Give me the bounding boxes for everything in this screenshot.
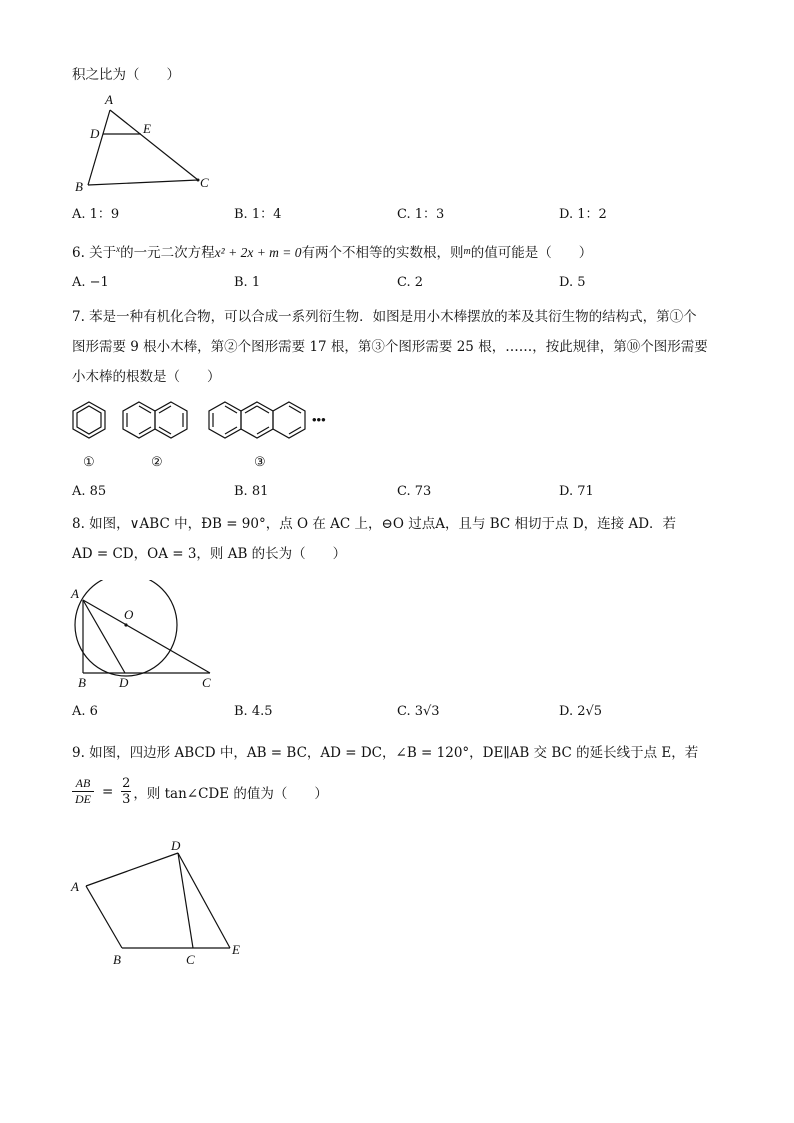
q8-option-b[interactable]: B. 4.5 (234, 704, 273, 719)
q7-label-1: ① (83, 454, 95, 469)
q9-fraction-two-thirds: 2 3 (122, 776, 131, 807)
q8-label-c: C (202, 675, 211, 690)
q7-stem-line1: 7. 苯是一种有机化合物，可以合成一系列衍生物．如图是用小木棒摆放的苯及其衍生物的结构式，第①个 (72, 309, 697, 325)
q7-label-3: ③ (254, 454, 266, 469)
q9-label-b: B (113, 952, 121, 967)
q6-equation: x² + 2x + m = 0 (214, 245, 302, 260)
q8-option-a[interactable]: A. 6 (72, 704, 98, 719)
q7-option-d[interactable]: D. 71 (559, 484, 594, 499)
q5-option-b[interactable]: B. 1：4 (234, 207, 282, 222)
q9-label-d: D (171, 838, 181, 853)
q5-label-c: C (200, 175, 209, 190)
q6-stem: 6. 关于$^x$的一元二次方程x² + 2x + m = 0有两个不相等的实数根，则$^m$的值可能是（ ） (72, 244, 593, 261)
q5-option-a[interactable]: A. 1：9 (72, 207, 120, 222)
q9-quadrilateral-figure (66, 834, 256, 974)
q6-option-b[interactable]: B. 1 (234, 275, 261, 290)
q9-stem-line1: 9. 如图，四边形 ABCD 中，AB = BC，AD = DC，∠B = 120°，DE∥AB 交 BC 的延长线于点 E，若 (72, 745, 699, 761)
q7-stem-line3: 小木棒的根数是（ ） (72, 369, 221, 385)
q8-stem-line1: 8. 如图，∨ABC 中，ÐB = 90°，点 O 在 AC 上，⊖O 过点A，且与 BC 相切于点 D，连接 AD．若 (72, 516, 677, 532)
q5-label-a: A (105, 92, 113, 107)
q7-label-2: ② (151, 454, 163, 469)
q7-benzene-figure (68, 396, 348, 476)
q5-label-e: E (143, 121, 151, 136)
q6-option-a[interactable]: A. −1 (72, 275, 109, 290)
q8-label-o: O (124, 607, 134, 622)
q6-option-d[interactable]: D. 5 (559, 275, 586, 290)
q5-option-c[interactable]: C. 1：3 (397, 207, 445, 222)
q8-label-d: D (119, 675, 129, 690)
q5-label-d: D (90, 126, 100, 141)
q6-option-c[interactable]: C. 2 (397, 275, 424, 290)
hexagon-1 (73, 402, 105, 438)
q8-label-b: B (78, 675, 86, 690)
q9-fraction-line: AB DE = 2 3 ，则 tan∠CDE 的值为（ ） (72, 776, 328, 807)
q7-option-b[interactable]: B. 81 (234, 484, 269, 499)
q9-label-a: A (71, 879, 79, 894)
q7-option-a[interactable]: A. 85 (72, 484, 107, 499)
q9-label-c: C (186, 952, 195, 967)
q8-label-a: A (71, 586, 79, 601)
q9-fraction-ab-de: AB DE (72, 776, 94, 807)
q8-circle-figure (68, 580, 228, 692)
q7-stem-line2: 图形需要 9 根小木棒，第②个图形需要 17 根，第③个图形需要 25 根，……，按此规律，第⑩个图形需要 (72, 339, 708, 355)
q8-option-d[interactable]: D. 2√5 (559, 704, 603, 719)
q5-label-b: B (75, 179, 83, 194)
q7-option-c[interactable]: C. 73 (397, 484, 432, 499)
q9-label-e: E (232, 942, 240, 957)
q8-option-c[interactable]: C. 3√3 (397, 704, 440, 719)
q8-stem-line2: AD = CD，OA = 3，则 AB 的长为（ ） (72, 546, 347, 562)
q5-stem-tail: 积之比为（ ） (72, 67, 180, 83)
q5-triangle-figure (70, 90, 220, 200)
q5-option-d[interactable]: D. 1：2 (559, 207, 607, 222)
q7-ellipsis: ••• (312, 412, 326, 427)
